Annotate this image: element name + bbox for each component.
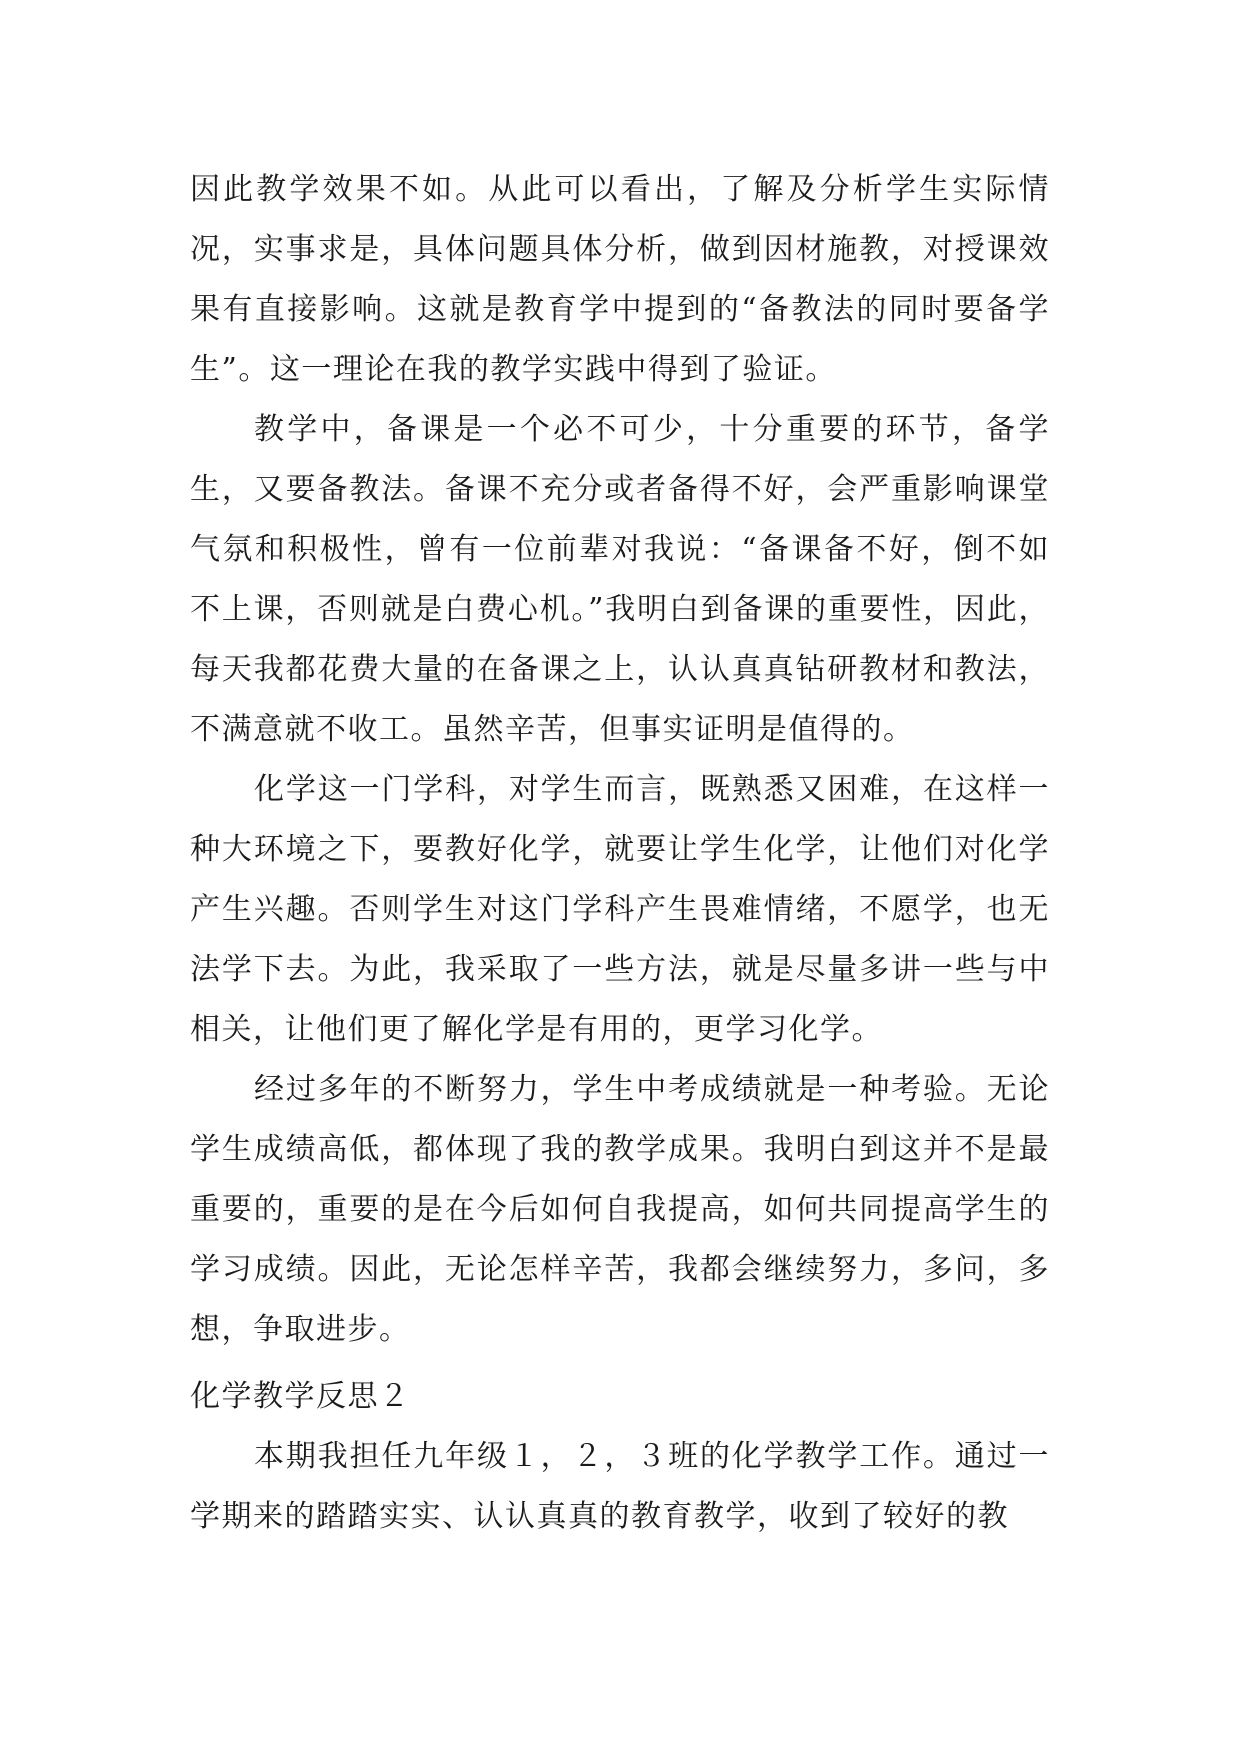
section-2-heading: 化学教学反思２: [190, 1379, 411, 1414]
paragraph-2: 教学中，备课是一个必不可少，十分重要的环节，备学生，又要备教法。备课不充分或者备得不好，会严重影响课堂气氛和积极性，曾有一位前辈对我说：“备课备不好，倒不如不上课，否则就是白费心机。”我明白到备课的重要性，因此，每天我都花费大量的在备课之上，认认真真钻研教材和教法，不满意就不收工。虽然辛苦，但事实证明是值得的。: [190, 412, 1050, 747]
paragraph-4: 经过多年的不断努力，学生中考成绩就是一种考验。无论学生成绩高低，都体现了我的教学成果。我明白到这并不是最重要的，重要的是在今后如何自我提高，如何共同提高学生的学习成绩。因此，无论怎样辛苦，我都会继续努力，多问，多想，争取进步。: [190, 1072, 1050, 1347]
paragraph-1: 因此教学效果不如。从此可以看出，了解及分析学生实际情况，实事求是，具体问题具体分析，做到因材施教，对授课效果有直接影响。这就是教育学中提到的“备教法的同时要备学生”。这一理论在我的教学实践中得到了验证。: [190, 172, 1050, 387]
section-1-body: [190, 160, 1050, 1360]
section-2-body: [190, 1427, 1050, 1547]
section-2-paragraph-1: 本期我担任九年级１，２，３班的化学教学工作。通过一学期来的踏踏实实、认认真真的教育教学，收到了较好的教: [190, 1439, 1050, 1534]
paragraph-3: 化学这一门学科，对学生而言，既熟悉又困难，在这样一种大环境之下，要教好化学，就要让学生化学，让他们对化学产生兴趣。否则学生对这门学科产生畏难情绪，不愿学，也无法学下去。为此，我采取了一些方法，就是尽量多讲一些与中相关，让他们更了解化学是有用的，更学习化学。: [190, 772, 1050, 1047]
